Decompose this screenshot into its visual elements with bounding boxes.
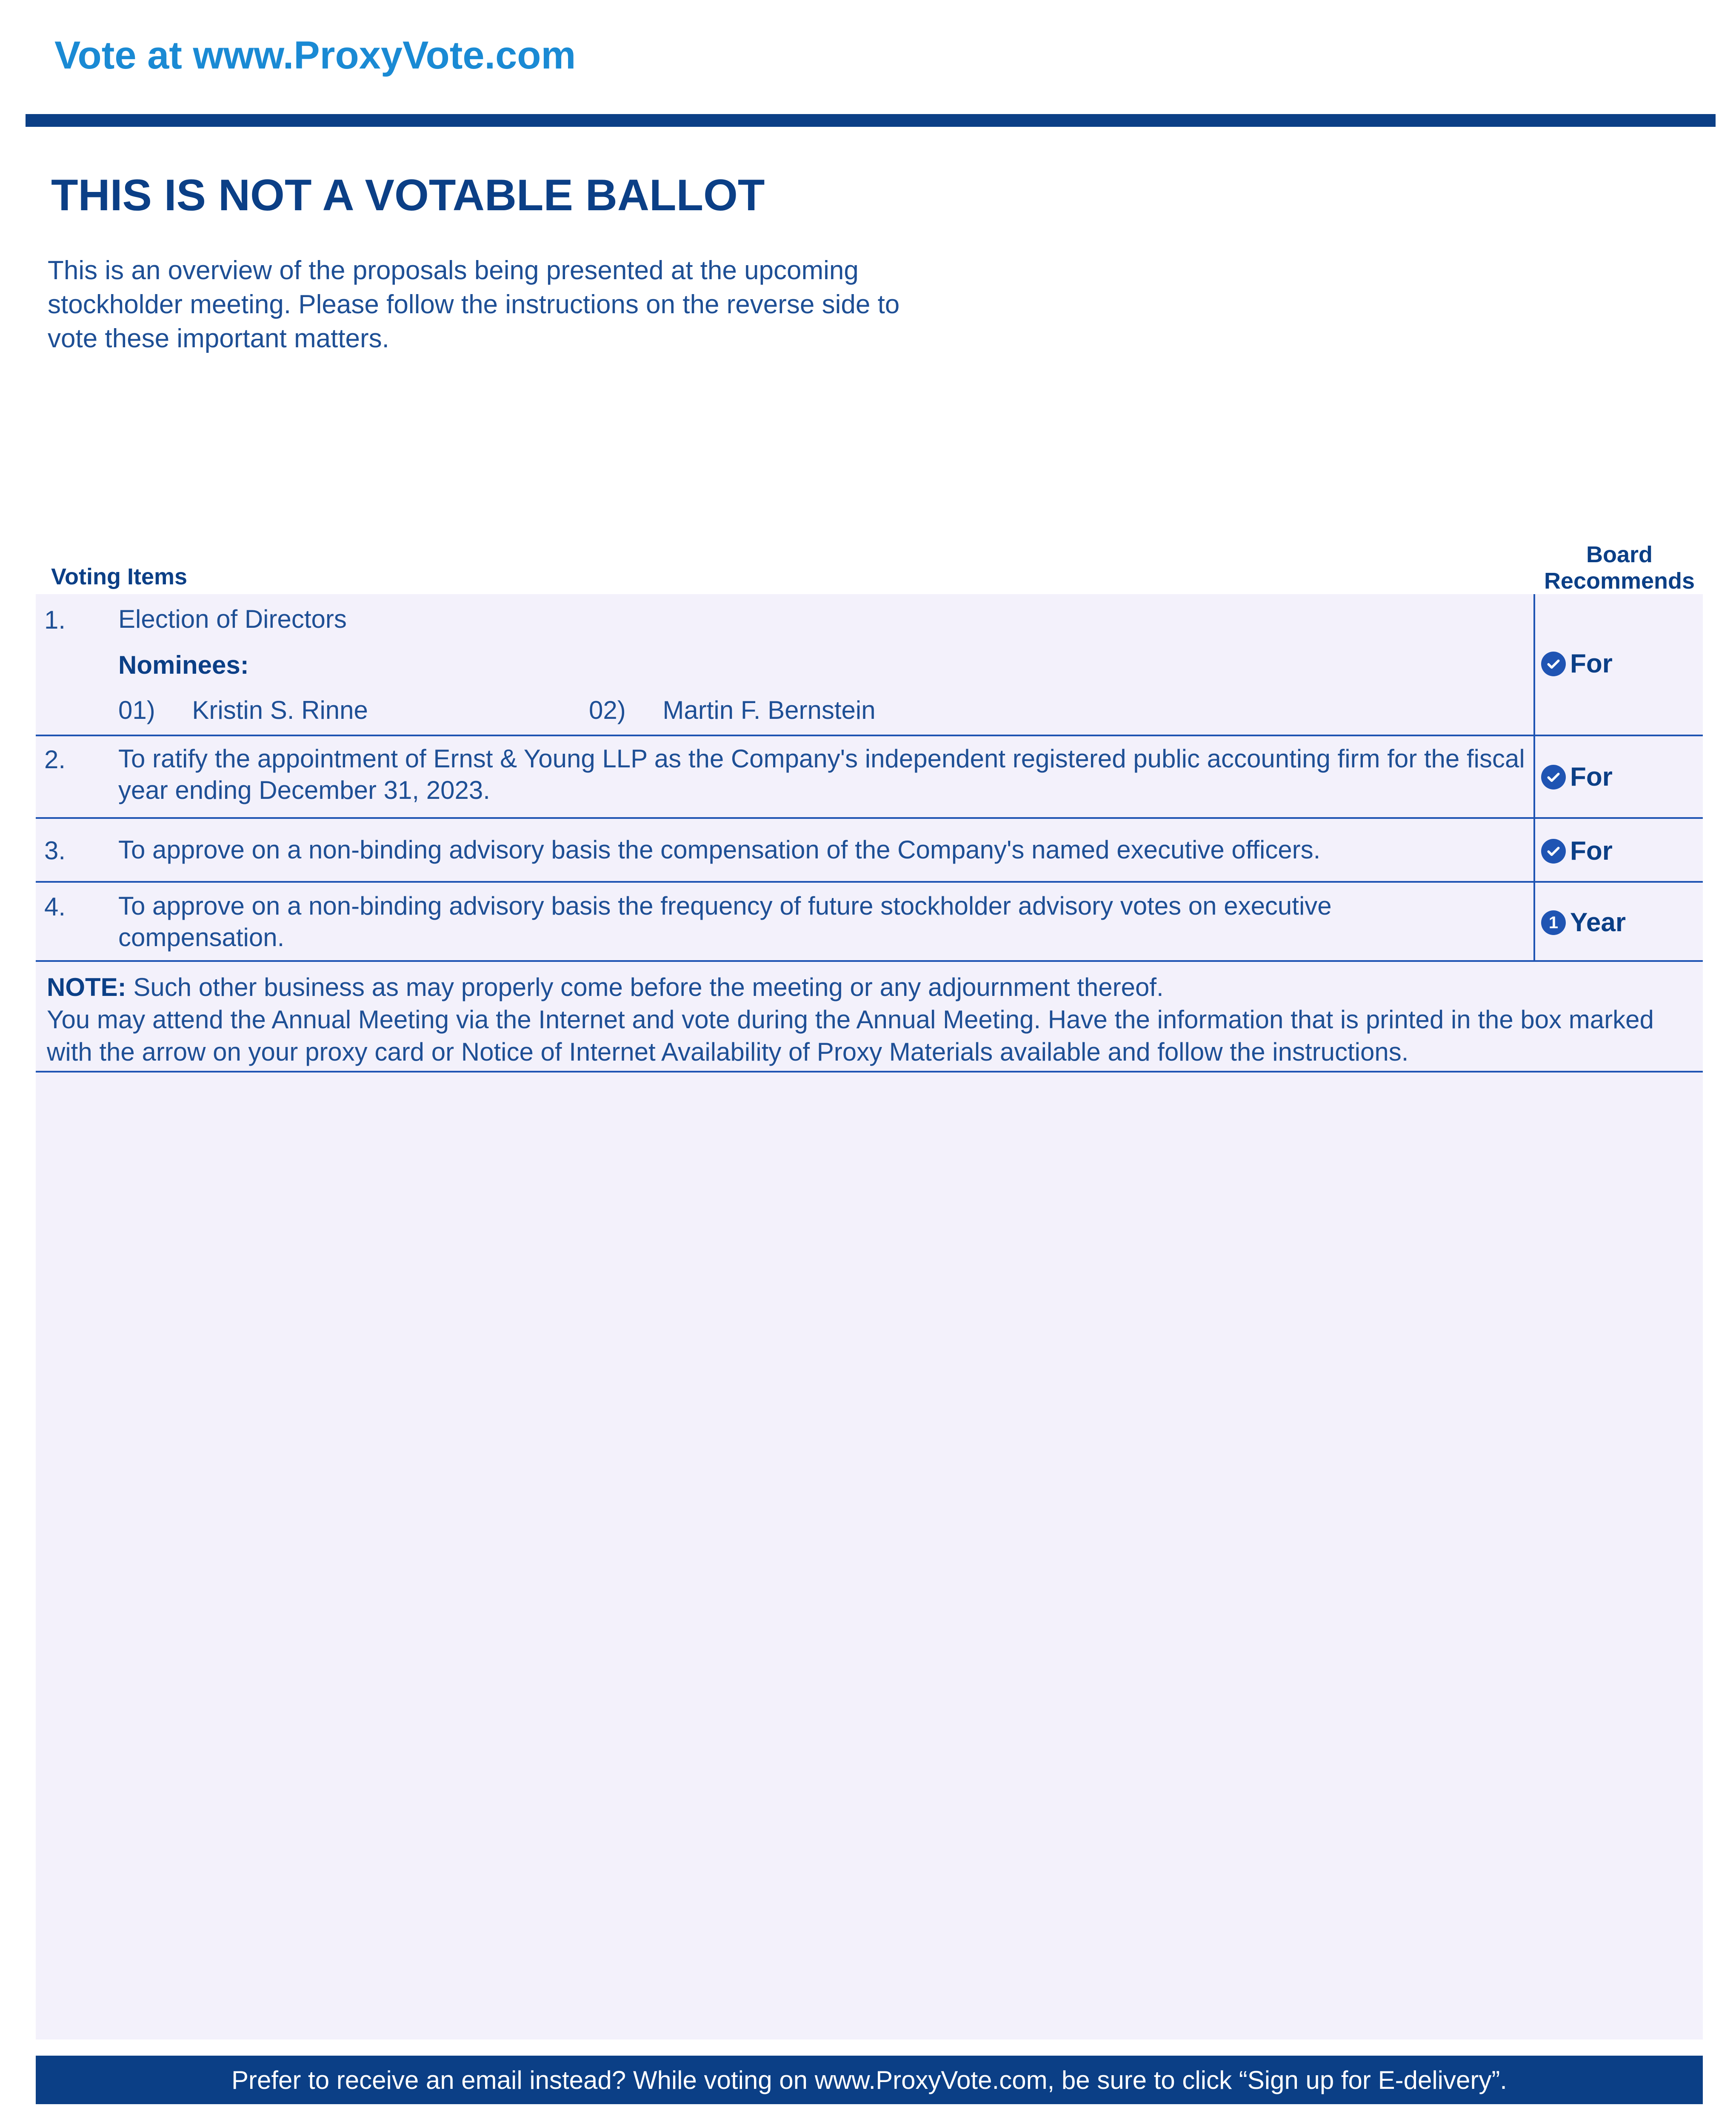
nominees-label: Nominees: — [118, 651, 249, 679]
voting-item-4 — [36, 883, 1703, 962]
header-divider — [26, 114, 1716, 127]
note-section — [47, 971, 1698, 1068]
voting-item-1 — [36, 594, 1703, 736]
recommendation-for — [1535, 836, 1667, 866]
recommendation-text: For — [1570, 649, 1613, 678]
recommendation-for — [1535, 762, 1667, 792]
nominee-name: Kristin S. Rinne — [192, 696, 368, 724]
nominee-1 — [118, 695, 368, 725]
recommendation-text: For — [1570, 836, 1613, 866]
recommendation-text: Year — [1570, 908, 1626, 937]
item-text: To approve on a non-binding advisory basis the compensation of the Company's named executive officers. — [118, 835, 1321, 864]
note-line-2: You may attend the Annual Meeting via the Internet and vote during the Annual Meeting. Have the information that is printed in the box marked with the arrow on your proxy card or Notice of Internet Availability of Proxy Materials available and follow the instructions. — [47, 1005, 1654, 1066]
note-label: NOTE: — [47, 973, 126, 1001]
intro-paragraph: This is an overview of the proposals being presented at the upcoming stockholder meeting. Please follow the instructions on the reverse side to vote these important matters. — [48, 256, 900, 353]
check-circle-icon — [1541, 765, 1566, 789]
recommendation-year — [1535, 907, 1667, 938]
note-divider — [36, 1071, 1703, 1073]
voting-item-3 — [36, 819, 1703, 883]
item-number: 4. — [44, 892, 66, 921]
note-line-1: Such other business as may properly come before the meeting or any adjournment thereof. — [133, 973, 1164, 1001]
item-text: Election of Directors — [118, 605, 347, 633]
recommendation-for — [1535, 649, 1667, 679]
recommendation-text: For — [1570, 762, 1613, 792]
voting-item-2 — [36, 736, 1703, 819]
footer-text: Prefer to receive an email instead? While voting on www.ProxyVote.com, be sure to click “Sign up for E-delivery”. — [231, 2065, 1507, 2094]
header-title[interactable]: Vote at www.ProxyVote.com — [54, 34, 576, 77]
item-text: To approve on a non-binding advisory basis the frequency of future stockholder advisory votes on executive compensation. — [118, 892, 1332, 952]
nominee-number: 01) — [118, 696, 155, 724]
number-one-circle-icon: 1 — [1541, 910, 1566, 935]
item-text: To ratify the appointment of Ernst & Young LLP as the Company's independent registered public accounting firm for the fiscal year ending December 31, 2023. — [118, 744, 1525, 804]
nominee-number: 02) — [589, 696, 626, 724]
item-number: 1. — [44, 606, 66, 634]
check-circle-icon — [1541, 839, 1566, 864]
check-circle-icon — [1541, 652, 1566, 676]
voting-items-header: Voting Items — [51, 564, 188, 589]
footer-banner — [36, 2056, 1703, 2104]
board-recommends-header: Board Recommends — [1544, 542, 1695, 594]
page-title: THIS IS NOT A VOTABLE BALLOT — [51, 171, 765, 220]
nominee-name: Martin F. Bernstein — [662, 696, 876, 724]
item-number: 2. — [44, 745, 66, 774]
nominee-2 — [589, 695, 876, 725]
item-number: 3. — [44, 836, 66, 865]
